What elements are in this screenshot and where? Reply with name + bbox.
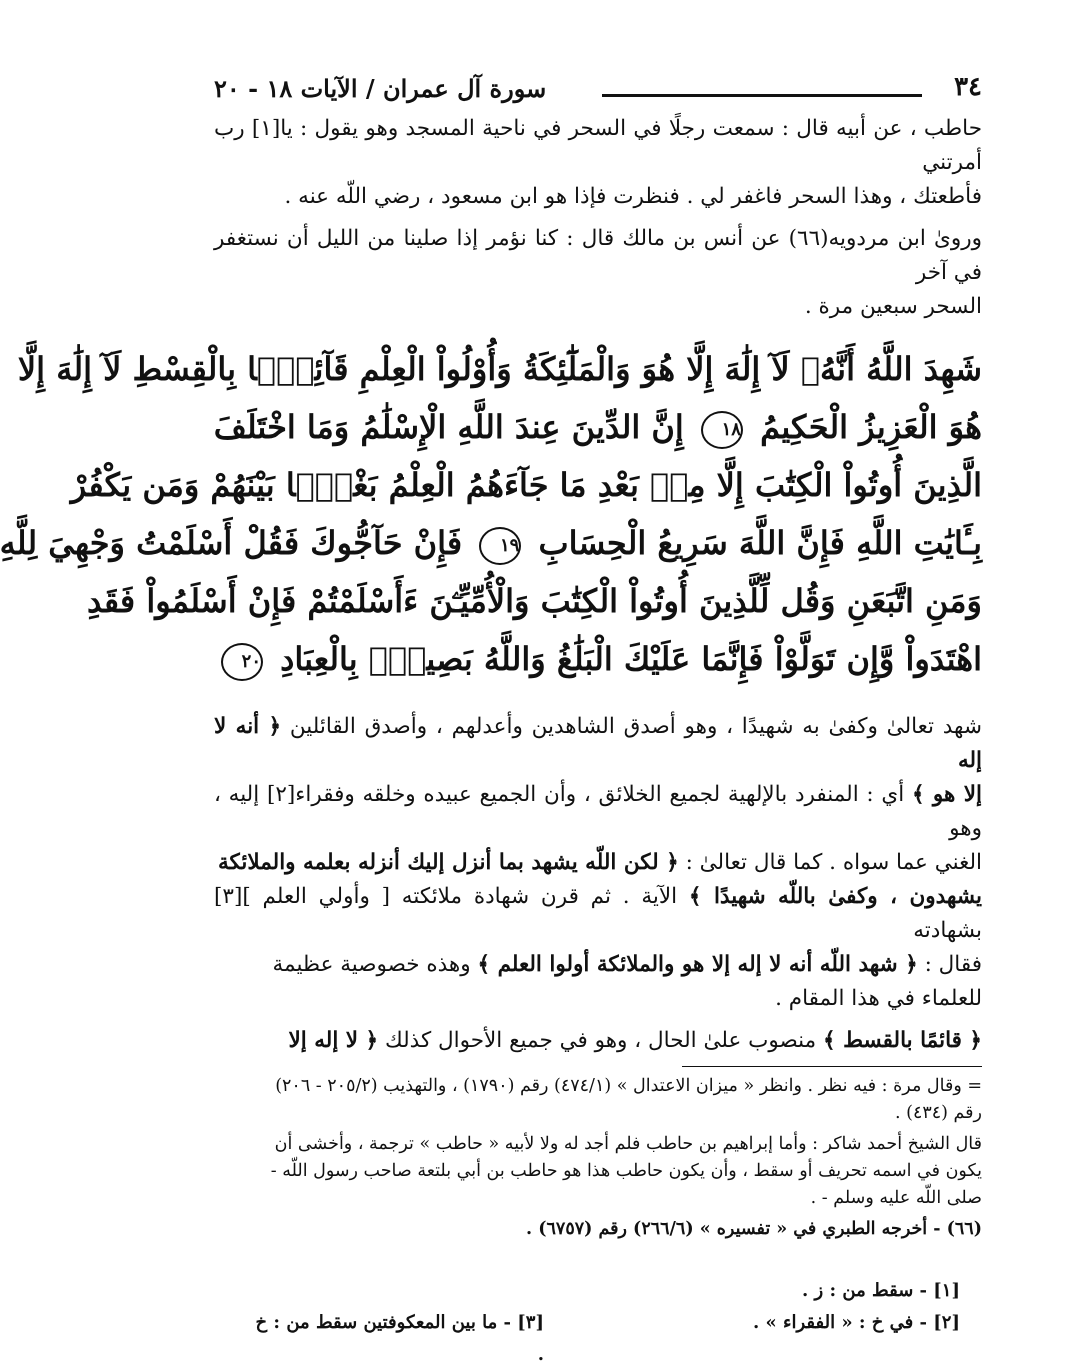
footnote-continued <box>214 1073 982 1127</box>
quran-line: وَمَنِ اتَّبَعَنِ وَقُل لِّلَّذِينَ أُوتُواْ الْكِتَٰبَ وَالْأُمِّيِّـۧنَ ءَأَسْلَمْتُمْ فَإِنْ أَسْلَمُواْ فَقَدِ <box>86 582 982 620</box>
quote: ﴿ شهد اللّه أنه لا إله إلا هو والملائكة أولوا العلم ﴾ <box>477 952 918 977</box>
footnote-line: قال الشيخ أحمد شاكر : وأما إبراهيم بن حاطب فلم أجد له ولا لأبيه « حاطب » ترجمة ، وأخشى أن <box>274 1134 982 1154</box>
note-2: [٢] - في خ : « الفقراء » . <box>752 1312 960 1333</box>
quote: ﴿ لا إله إلا <box>288 1028 379 1053</box>
quran-line: الَّذِينَ أُوتُواْ الْكِتَٰبَ إِلَّا مِنۢ بَعْدِ مَا جَآءَهُمُ الْعِلْمُ بَغْيًۢا بَيْنَهُمْ وَمَن يَكْفُرْ <box>70 466 982 504</box>
quran-text: اهْتَدَواْ وَّإِن تَوَلَّوْاْ فَإِنَّمَا عَلَيْكَ الْبَلَٰغُ وَاللَّهُ بَصِيرٌۢ بِالْعِبَادِ <box>280 640 982 678</box>
notes-right-column <box>660 1275 960 1339</box>
quran-text: فَإِنْ حَآجُّوكَ فَقُلْ أَسْلَمْتُ وَجْهِيَ لِلَّهِ <box>0 524 463 562</box>
page-number: ٣٤ <box>954 72 982 102</box>
footnote-separator <box>682 1066 982 1067</box>
ayah-marker-icon: ١٩ <box>479 527 521 565</box>
quran-text: هُوَ الْعَزِيزُ الْحَكِيمُ <box>760 408 982 446</box>
text-line: حاطب ، عن أبيه قال : سمعت رجلًا في السحر في ناحية المسجد وهو يقول : يا[١] رب أمرتني <box>214 116 982 175</box>
ayah-marker-icon: ٢٠ <box>221 643 263 681</box>
ayah-marker-icon: ١٨ <box>701 411 743 449</box>
paragraph-ibn-mardawayh <box>214 222 982 324</box>
text-line <box>214 880 982 948</box>
header-title: سورة آل عمران / الآيات ١٨ - ٢٠ <box>214 74 547 103</box>
text-line: للعلماء في هذا المقام . <box>775 986 982 1011</box>
text: فقال : <box>924 952 982 977</box>
text-line <box>214 846 982 880</box>
paragraph-hadith <box>214 112 982 214</box>
quran-line <box>214 630 982 688</box>
page <box>0 72 983 1365</box>
quran-line: شَهِدَ اللَّهُ أَنَّهُۥ لَآ إِلَٰهَ إِلَّا هُوَ وَالْمَلَٰٓئِكَةُ وَأُوْلُواْ الْعِلْمِ قَآئِمًۢا بِالْقِسْطِ لَآ إِلَٰهَ إِلَّا <box>17 350 982 388</box>
quote: يشهدون ، وكفىٰ باللّه شهيدًا ﴾ <box>688 884 982 909</box>
text: منصوب علىٰ الحال ، وهو في جميع الأحوال كذلك <box>385 1028 817 1053</box>
text-line <box>214 710 982 778</box>
note-1: [١] - سقط من : ز . <box>801 1280 960 1301</box>
footnote-line: صلى اللّه عليه وسلم - . <box>810 1188 982 1208</box>
paragraph-commentary <box>214 710 982 1016</box>
footnote-line: (٦٦) - أخرجه الطبري في « تفسيره » (٢٦٦/٦) رقم (٦٧٥٧) . <box>526 1219 982 1239</box>
footnote-line: رقم (٤٣٤) . <box>894 1103 982 1123</box>
text-line: فأطعتك ، وهذا السحر فاغفر لي . فنظرت فإذا هو ابن مسعود ، رضي اللّه عنه . <box>284 184 982 209</box>
footnote-line: يكون في اسمه تحريف أو سقط ، وأن يكون حاطب هذا هو حاطب بن أبي بلتعة صاحب رسول اللّه - <box>270 1161 982 1181</box>
text: الآية . ثم قرن شهادة ملائكته [ وأولي العلم ][٣] بشهادته <box>214 884 982 943</box>
text-line <box>214 948 982 982</box>
text-line <box>214 778 982 846</box>
text: وهذه خصوصية عظيمة <box>272 952 471 977</box>
quote: إلا هو ﴾ <box>911 782 982 807</box>
quran-line <box>214 398 982 456</box>
text: الغني عما سواه . كما قال تعالىٰ : <box>685 850 982 875</box>
running-header <box>214 72 982 112</box>
note-3: [٣] - ما بين المعكوفتين سقط من : خ . <box>255 1312 544 1365</box>
quote: ﴿ أنه لا إله <box>214 714 982 773</box>
quote: ﴿ لكن اللّه يشهد بما أنزل إليك أنزله بعلمه والملائكة <box>218 850 679 875</box>
paragraph-qaiman <box>214 1024 982 1058</box>
text: أي : المنفرد بالإلهية لجميع الخلائق ، وأن الجميع عبيده وخلقه وفقراء[٢] إليه ، وهو <box>214 782 982 841</box>
text: شهد تعالىٰ وكفىٰ به شهيدًا ، وهو أصدق الشاهدين وأعدلهم ، وأصدق القائلين <box>289 714 982 739</box>
footnote-shakir <box>214 1131 982 1212</box>
text-line: وروىٰ ابن مردويه(٦٦) عن أنس بن مالك قال : كنا نؤمر إذا صلينا من الليل أن نستغفر في آخر <box>214 226 983 285</box>
quran-verses <box>0 340 982 688</box>
quran-text: بِـَٔايَٰتِ اللَّهِ فَإِنَّ اللَّهَ سَرِيعُ الْحِسَابِ <box>538 524 982 562</box>
text-line: السحر سبعين مرة . <box>804 294 982 319</box>
header-rule <box>602 94 922 97</box>
quran-text: إِنَّ الدِّينَ عِندَ اللَّهِ الْإِسْلَٰمُ وَمَا اخْتَلَفَ <box>213 408 684 446</box>
quote: ﴿ قائمًا بالقسط ﴾ <box>823 1028 982 1053</box>
text-line <box>214 1024 982 1058</box>
quran-line <box>0 514 982 572</box>
manuscript-notes <box>214 1275 982 1365</box>
footnote-line: = وقال مرة : فيه نظر . وانظر « ميزان الاعتدال » (٤٧٤/١) رقم (١٧٩٠) ، والتهذيب (٢٠٥/٢ - ٢٠٦) <box>275 1076 982 1096</box>
footnote-66 <box>214 1216 982 1243</box>
